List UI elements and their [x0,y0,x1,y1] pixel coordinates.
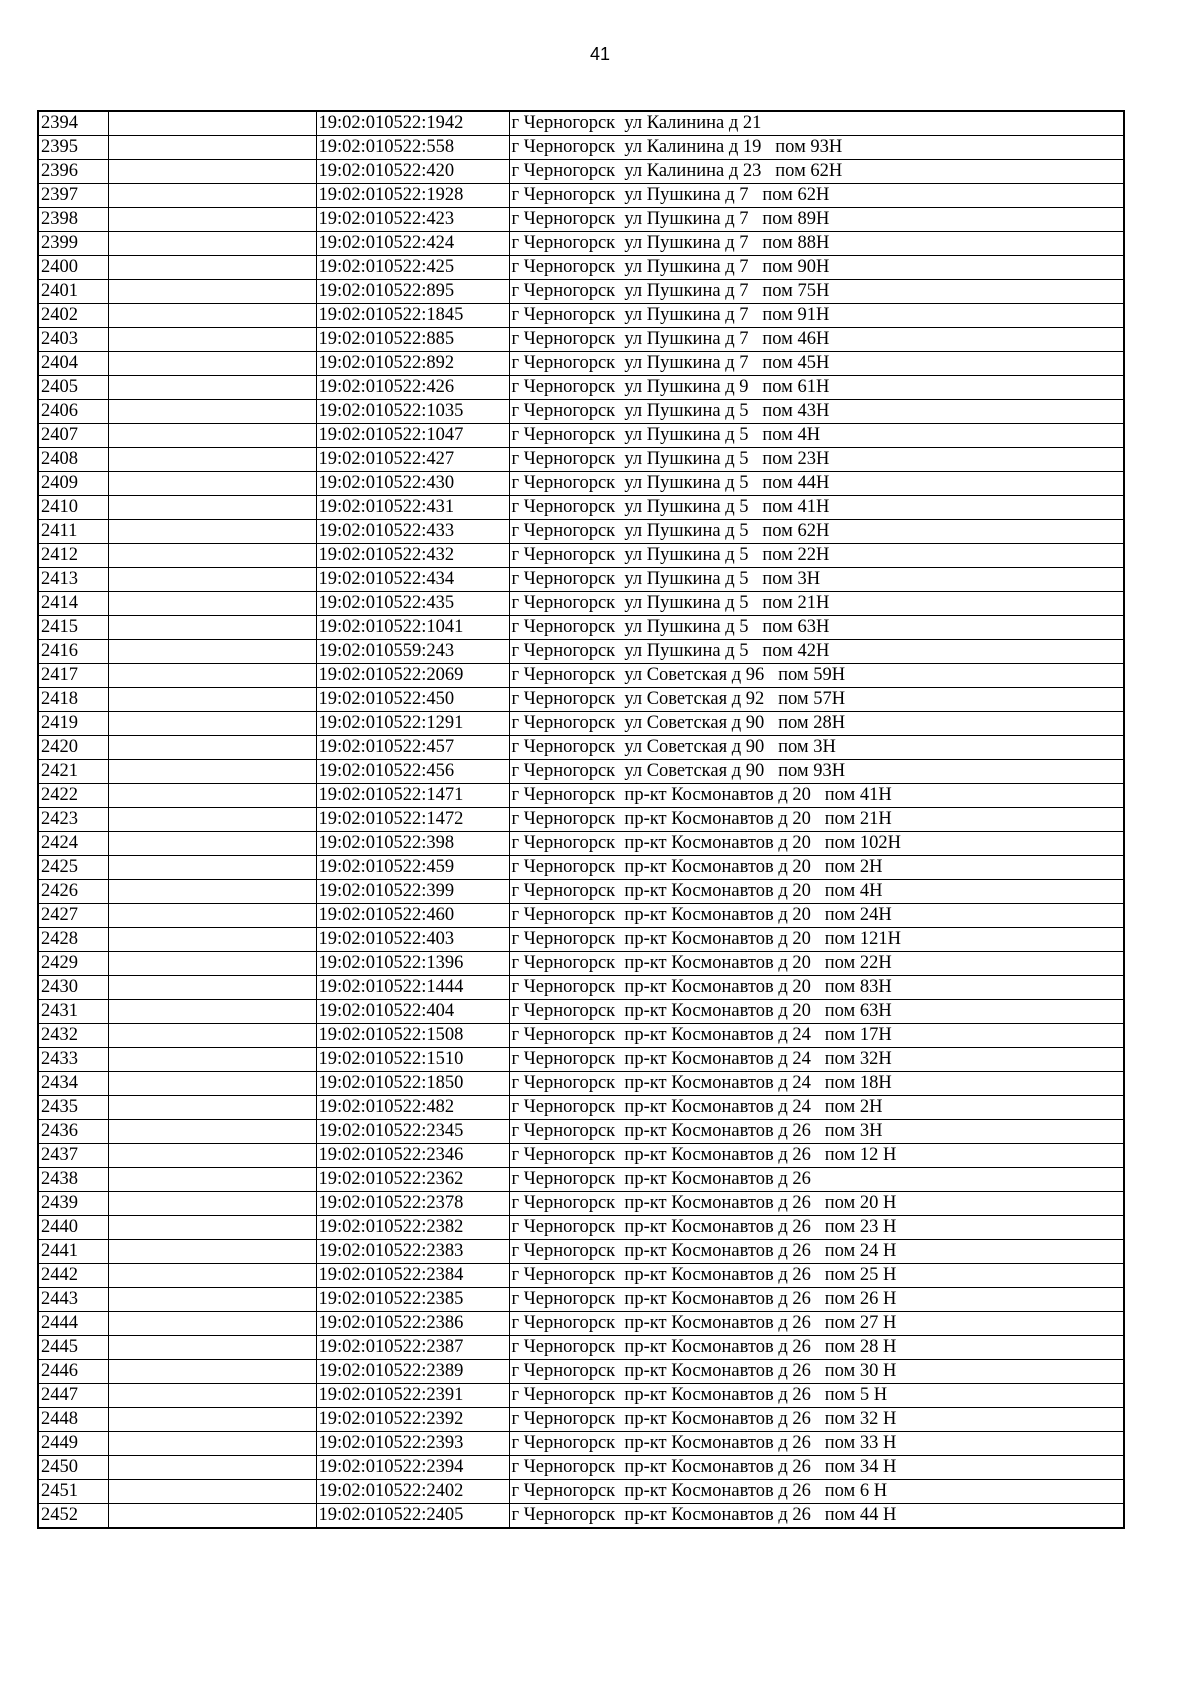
table-row [38,1456,1124,1480]
empty-cell [108,1264,316,1288]
row-number-cell: 2422 [38,784,108,808]
empty-cell [108,208,316,232]
cadastral-number-cell: 19:02:010522:2392 [316,1408,509,1432]
empty-cell [108,304,316,328]
empty-cell [108,1504,316,1529]
address-cell: г Черногорск пр-кт Космонавтов д 26 пом 23 Н [509,1216,1124,1240]
table-row [38,1000,1124,1024]
cadastral-number-cell: 19:02:010522:456 [316,760,509,784]
table-row [38,256,1124,280]
cadastral-number-cell: 19:02:010522:2389 [316,1360,509,1384]
address-cell: г Черногорск пр-кт Космонавтов д 26 пом 24 Н [509,1240,1124,1264]
cadastral-number-cell: 19:02:010522:2382 [316,1216,509,1240]
empty-cell [108,976,316,1000]
cadastral-number-cell: 19:02:010522:403 [316,928,509,952]
empty-cell [108,280,316,304]
table-row [38,232,1124,256]
empty-cell [108,160,316,184]
address-cell: г Черногорск пр-кт Космонавтов д 26 пом 33 Н [509,1432,1124,1456]
table-row [38,784,1124,808]
address-cell: г Черногорск ул Пушкина д 5 пом 4Н [509,424,1124,448]
row-number-cell: 2450 [38,1456,108,1480]
empty-cell [108,136,316,160]
table-row [38,448,1124,472]
address-cell: г Черногорск пр-кт Космонавтов д 20 пом 21Н [509,808,1124,832]
empty-cell [108,1216,316,1240]
address-cell: г Черногорск пр-кт Космонавтов д 20 пом 4Н [509,880,1124,904]
address-cell: г Черногорск пр-кт Космонавтов д 26 пом 25 Н [509,1264,1124,1288]
table-row [38,352,1124,376]
cadastral-number-cell: 19:02:010522:1508 [316,1024,509,1048]
cadastral-number-cell: 19:02:010522:1471 [316,784,509,808]
address-cell: г Черногорск ул Советская д 90 пом 93Н [509,760,1124,784]
address-cell: г Черногорск ул Пушкина д 9 пом 61Н [509,376,1124,400]
empty-cell [108,688,316,712]
empty-cell [108,328,316,352]
table-row [38,1312,1124,1336]
row-number-cell: 2395 [38,136,108,160]
cadastral-number-cell: 19:02:010522:2405 [316,1504,509,1529]
cadastral-number-cell: 19:02:010522:892 [316,352,509,376]
row-number-cell: 2419 [38,712,108,736]
address-cell: г Черногорск пр-кт Космонавтов д 20 пом 24Н [509,904,1124,928]
address-cell: г Черногорск пр-кт Космонавтов д 26 пом 12 Н [509,1144,1124,1168]
row-number-cell: 2396 [38,160,108,184]
row-number-cell: 2432 [38,1024,108,1048]
address-cell: г Черногорск пр-кт Космонавтов д 26 пом 3Н [509,1120,1124,1144]
address-cell: г Черногорск пр-кт Космонавтов д 26 пом 26 Н [509,1288,1124,1312]
cadastral-number-cell: 19:02:010522:420 [316,160,509,184]
cadastral-number-cell: 19:02:010522:2346 [316,1144,509,1168]
row-number-cell: 2437 [38,1144,108,1168]
cadastral-number-cell: 19:02:010522:2385 [316,1288,509,1312]
empty-cell [108,784,316,808]
address-cell: г Черногорск пр-кт Космонавтов д 26 [509,1168,1124,1192]
row-number-cell: 2438 [38,1168,108,1192]
cadastral-number-cell: 19:02:010522:1928 [316,184,509,208]
empty-cell [108,808,316,832]
address-cell: г Черногорск ул Пушкина д 7 пом 45Н [509,352,1124,376]
property-table-body [38,111,1124,1528]
page-number: 41 [589,44,611,64]
table-row [38,424,1124,448]
table-row [38,1336,1124,1360]
empty-cell [108,1168,316,1192]
table-row [38,1120,1124,1144]
cadastral-number-cell: 19:02:010522:2402 [316,1480,509,1504]
cadastral-number-cell: 19:02:010522:885 [316,328,509,352]
address-cell: г Черногорск ул Пушкина д 5 пом 22Н [509,544,1124,568]
empty-cell [108,1000,316,1024]
table-row [38,952,1124,976]
row-number-cell: 2431 [38,1000,108,1024]
empty-cell [108,1048,316,1072]
row-number-cell: 2444 [38,1312,108,1336]
cadastral-number-cell: 19:02:010522:404 [316,1000,509,1024]
cadastral-number-cell: 19:02:010522:432 [316,544,509,568]
empty-cell [108,1144,316,1168]
table-row [38,1024,1124,1048]
address-cell: г Черногорск ул Пушкина д 7 пом 46Н [509,328,1124,352]
table-row [38,1048,1124,1072]
row-number-cell: 2407 [38,424,108,448]
empty-cell [108,952,316,976]
table-row [38,160,1124,184]
empty-cell [108,928,316,952]
cadastral-number-cell: 19:02:010522:2391 [316,1384,509,1408]
row-number-cell: 2433 [38,1048,108,1072]
empty-cell [108,1360,316,1384]
row-number-cell: 2409 [38,472,108,496]
address-cell: г Черногорск пр-кт Космонавтов д 26 пом 30 Н [509,1360,1124,1384]
empty-cell [108,640,316,664]
cadastral-number-cell: 19:02:010522:482 [316,1096,509,1120]
table-row [38,808,1124,832]
table-row [38,832,1124,856]
address-cell: г Черногорск ул Пушкина д 7 пом 90Н [509,256,1124,280]
empty-cell [108,1312,316,1336]
address-cell: г Черногорск пр-кт Космонавтов д 26 пом 44 Н [509,1504,1124,1529]
table-row [38,472,1124,496]
row-number-cell: 2410 [38,496,108,520]
address-cell: г Черногорск пр-кт Космонавтов д 26 пом 34 Н [509,1456,1124,1480]
address-cell: г Черногорск ул Пушкина д 7 пом 75Н [509,280,1124,304]
row-number-cell: 2443 [38,1288,108,1312]
table-row [38,280,1124,304]
cadastral-number-cell: 19:02:010522:895 [316,280,509,304]
table-row [38,592,1124,616]
row-number-cell: 2418 [38,688,108,712]
row-number-cell: 2423 [38,808,108,832]
empty-cell [108,544,316,568]
row-number-cell: 2447 [38,1384,108,1408]
table-row [38,304,1124,328]
empty-cell [108,1408,316,1432]
cadastral-number-cell: 19:02:010522:2345 [316,1120,509,1144]
row-number-cell: 2439 [38,1192,108,1216]
address-cell: г Черногорск ул Советская д 90 пом 28Н [509,712,1124,736]
table-row [38,1072,1124,1096]
cadastral-number-cell: 19:02:010522:2384 [316,1264,509,1288]
table-row [38,616,1124,640]
row-number-cell: 2420 [38,736,108,760]
address-cell: г Черногорск пр-кт Космонавтов д 20 пом 63Н [509,1000,1124,1024]
empty-cell [108,1240,316,1264]
address-cell: г Черногорск ул Калинина д 21 [509,111,1124,136]
row-number-cell: 2434 [38,1072,108,1096]
address-cell: г Черногорск пр-кт Космонавтов д 26 пом 5 Н [509,1384,1124,1408]
cadastral-number-cell: 19:02:010522:2362 [316,1168,509,1192]
row-number-cell: 2451 [38,1480,108,1504]
address-cell: г Черногорск пр-кт Космонавтов д 20 пом 102Н [509,832,1124,856]
row-number-cell: 2401 [38,280,108,304]
row-number-cell: 2436 [38,1120,108,1144]
table-row [38,1288,1124,1312]
address-cell: г Черногорск пр-кт Космонавтов д 24 пом 17Н [509,1024,1124,1048]
table-row [38,640,1124,664]
address-cell: г Черногорск ул Пушкина д 5 пом 62Н [509,520,1124,544]
empty-cell [108,760,316,784]
empty-cell [108,832,316,856]
row-number-cell: 2402 [38,304,108,328]
table-row [38,1168,1124,1192]
cadastral-number-cell: 19:02:010522:459 [316,856,509,880]
row-number-cell: 2403 [38,328,108,352]
address-cell: г Черногорск ул Советская д 92 пом 57Н [509,688,1124,712]
empty-cell [108,712,316,736]
row-number-cell: 2394 [38,111,108,136]
empty-cell [108,111,316,136]
cadastral-number-cell: 19:02:010522:1041 [316,616,509,640]
row-number-cell: 2429 [38,952,108,976]
row-number-cell: 2442 [38,1264,108,1288]
cadastral-number-cell: 19:02:010522:2386 [316,1312,509,1336]
row-number-cell: 2414 [38,592,108,616]
address-cell: г Черногорск пр-кт Космонавтов д 26 пом 28 Н [509,1336,1124,1360]
property-table [37,110,1125,1529]
table-row [38,1264,1124,1288]
cadastral-number-cell: 19:02:010522:2383 [316,1240,509,1264]
cadastral-number-cell: 19:02:010522:1047 [316,424,509,448]
table-row [38,520,1124,544]
cadastral-number-cell: 19:02:010522:2387 [316,1336,509,1360]
row-number-cell: 2398 [38,208,108,232]
row-number-cell: 2441 [38,1240,108,1264]
row-number-cell: 2412 [38,544,108,568]
empty-cell [108,400,316,424]
cadastral-number-cell: 19:02:010522:425 [316,256,509,280]
empty-cell [108,904,316,928]
empty-cell [108,1432,316,1456]
row-number-cell: 2416 [38,640,108,664]
address-cell: г Черногорск ул Калинина д 19 пом 93Н [509,136,1124,160]
cadastral-number-cell: 19:02:010522:399 [316,880,509,904]
address-cell: г Черногорск ул Пушкина д 5 пом 3Н [509,568,1124,592]
cadastral-number-cell: 19:02:010522:2378 [316,1192,509,1216]
table-row [38,1240,1124,1264]
row-number-cell: 2449 [38,1432,108,1456]
address-cell: г Черногорск ул Пушкина д 7 пом 62Н [509,184,1124,208]
table-row [38,976,1124,1000]
empty-cell [108,1192,316,1216]
table-row [38,1432,1124,1456]
row-number-cell: 2415 [38,616,108,640]
table-row [38,1408,1124,1432]
cadastral-number-cell: 19:02:010522:433 [316,520,509,544]
empty-cell [108,664,316,688]
table-row [38,400,1124,424]
empty-cell [108,1288,316,1312]
cadastral-number-cell: 19:02:010522:450 [316,688,509,712]
cadastral-number-cell: 19:02:010522:434 [316,568,509,592]
cadastral-number-cell: 19:02:010522:2069 [316,664,509,688]
row-number-cell: 2408 [38,448,108,472]
empty-cell [108,1096,316,1120]
address-cell: г Черногорск пр-кт Космонавтов д 26 пом 20 Н [509,1192,1124,1216]
table-row [38,1360,1124,1384]
address-cell: г Черногорск ул Пушкина д 7 пом 91Н [509,304,1124,328]
empty-cell [108,232,316,256]
row-number-cell: 2411 [38,520,108,544]
cadastral-number-cell: 19:02:010522:426 [316,376,509,400]
row-number-cell: 2430 [38,976,108,1000]
empty-cell [108,1120,316,1144]
table-row [38,736,1124,760]
table-row [38,856,1124,880]
address-cell: г Черногорск пр-кт Космонавтов д 24 пом 32Н [509,1048,1124,1072]
row-number-cell: 2448 [38,1408,108,1432]
address-cell: г Черногорск пр-кт Космонавтов д 20 пом 121Н [509,928,1124,952]
empty-cell [108,256,316,280]
address-cell: г Черногорск ул Калинина д 23 пом 62Н [509,160,1124,184]
row-number-cell: 2400 [38,256,108,280]
cadastral-number-cell: 19:02:010522:1942 [316,111,509,136]
address-cell: г Черногорск ул Пушкина д 5 пом 63Н [509,616,1124,640]
cadastral-number-cell: 19:02:010522:457 [316,736,509,760]
table-row [38,1096,1124,1120]
empty-cell [108,856,316,880]
table-row [38,880,1124,904]
table-row [38,111,1124,136]
row-number-cell: 2452 [38,1504,108,1529]
empty-cell [108,592,316,616]
row-number-cell: 2426 [38,880,108,904]
row-number-cell: 2427 [38,904,108,928]
table-row [38,1504,1124,1529]
cadastral-number-cell: 19:02:010522:1510 [316,1048,509,1072]
address-cell: г Черногорск пр-кт Космонавтов д 26 пом 6 Н [509,1480,1124,1504]
cadastral-number-cell: 19:02:010522:431 [316,496,509,520]
address-cell: г Черногорск ул Пушкина д 5 пом 41Н [509,496,1124,520]
row-number-cell: 2413 [38,568,108,592]
table-row [38,712,1124,736]
empty-cell [108,1456,316,1480]
address-cell: г Черногорск ул Пушкина д 7 пом 88Н [509,232,1124,256]
empty-cell [108,1480,316,1504]
table-row [38,376,1124,400]
cadastral-number-cell: 19:02:010522:435 [316,592,509,616]
row-number-cell: 2428 [38,928,108,952]
empty-cell [108,520,316,544]
empty-cell [108,1024,316,1048]
row-number-cell: 2417 [38,664,108,688]
address-cell: г Черногорск ул Пушкина д 5 пом 21Н [509,592,1124,616]
address-cell: г Черногорск пр-кт Космонавтов д 26 пом 32 Н [509,1408,1124,1432]
row-number-cell: 2397 [38,184,108,208]
empty-cell [108,1336,316,1360]
table-row [38,688,1124,712]
table-row [38,904,1124,928]
cadastral-number-cell: 19:02:010522:2393 [316,1432,509,1456]
cadastral-number-cell: 19:02:010522:460 [316,904,509,928]
cadastral-number-cell: 19:02:010522:1396 [316,952,509,976]
table-row [38,544,1124,568]
empty-cell [108,736,316,760]
cadastral-number-cell: 19:02:010522:1444 [316,976,509,1000]
table-row [38,1384,1124,1408]
table-row [38,136,1124,160]
cadastral-number-cell: 19:02:010559:243 [316,640,509,664]
address-cell: г Черногорск ул Пушкина д 5 пом 23Н [509,448,1124,472]
row-number-cell: 2446 [38,1360,108,1384]
row-number-cell: 2440 [38,1216,108,1240]
row-number-cell: 2399 [38,232,108,256]
table-row [38,184,1124,208]
address-cell: г Черногорск пр-кт Космонавтов д 20 пом 83Н [509,976,1124,1000]
empty-cell [108,424,316,448]
table-row [38,928,1124,952]
table-row [38,568,1124,592]
empty-cell [108,376,316,400]
cadastral-number-cell: 19:02:010522:398 [316,832,509,856]
empty-cell [108,568,316,592]
cadastral-number-cell: 19:02:010522:2394 [316,1456,509,1480]
empty-cell [108,352,316,376]
empty-cell [108,184,316,208]
cadastral-number-cell: 19:02:010522:1291 [316,712,509,736]
address-cell: г Черногорск пр-кт Космонавтов д 20 пом 2Н [509,856,1124,880]
table-row [38,760,1124,784]
empty-cell [108,880,316,904]
cadastral-number-cell: 19:02:010522:1850 [316,1072,509,1096]
address-cell: г Черногорск пр-кт Космонавтов д 24 пом 18Н [509,1072,1124,1096]
empty-cell [108,448,316,472]
row-number-cell: 2425 [38,856,108,880]
address-cell: г Черногорск ул Пушкина д 5 пом 44Н [509,472,1124,496]
empty-cell [108,1384,316,1408]
table-row [38,328,1124,352]
table-row [38,1144,1124,1168]
address-cell: г Черногорск ул Пушкина д 7 пом 89Н [509,208,1124,232]
row-number-cell: 2435 [38,1096,108,1120]
row-number-cell: 2404 [38,352,108,376]
cadastral-number-cell: 19:02:010522:558 [316,136,509,160]
cadastral-number-cell: 19:02:010522:1845 [316,304,509,328]
row-number-cell: 2406 [38,400,108,424]
cadastral-number-cell: 19:02:010522:1472 [316,808,509,832]
empty-cell [108,616,316,640]
table-row [38,208,1124,232]
table-row [38,1192,1124,1216]
cadastral-number-cell: 19:02:010522:427 [316,448,509,472]
empty-cell [108,496,316,520]
address-cell: г Черногорск пр-кт Космонавтов д 24 пом 2Н [509,1096,1124,1120]
address-cell: г Черногорск ул Советская д 90 пом 3Н [509,736,1124,760]
table-row [38,1216,1124,1240]
empty-cell [108,472,316,496]
address-cell: г Черногорск ул Советская д 96 пом 59Н [509,664,1124,688]
address-cell: г Черногорск ул Пушкина д 5 пом 43Н [509,400,1124,424]
cadastral-number-cell: 19:02:010522:423 [316,208,509,232]
cadastral-number-cell: 19:02:010522:1035 [316,400,509,424]
address-cell: г Черногорск пр-кт Космонавтов д 20 пом 41Н [509,784,1124,808]
address-cell: г Черногорск пр-кт Космонавтов д 20 пом 22Н [509,952,1124,976]
row-number-cell: 2445 [38,1336,108,1360]
row-number-cell: 2421 [38,760,108,784]
row-number-cell: 2405 [38,376,108,400]
address-cell: г Черногорск пр-кт Космонавтов д 26 пом 27 Н [509,1312,1124,1336]
table-row [38,664,1124,688]
cadastral-number-cell: 19:02:010522:430 [316,472,509,496]
row-number-cell: 2424 [38,832,108,856]
empty-cell [108,1072,316,1096]
table-row [38,496,1124,520]
table-row [38,1480,1124,1504]
cadastral-number-cell: 19:02:010522:424 [316,232,509,256]
address-cell: г Черногорск ул Пушкина д 5 пом 42Н [509,640,1124,664]
